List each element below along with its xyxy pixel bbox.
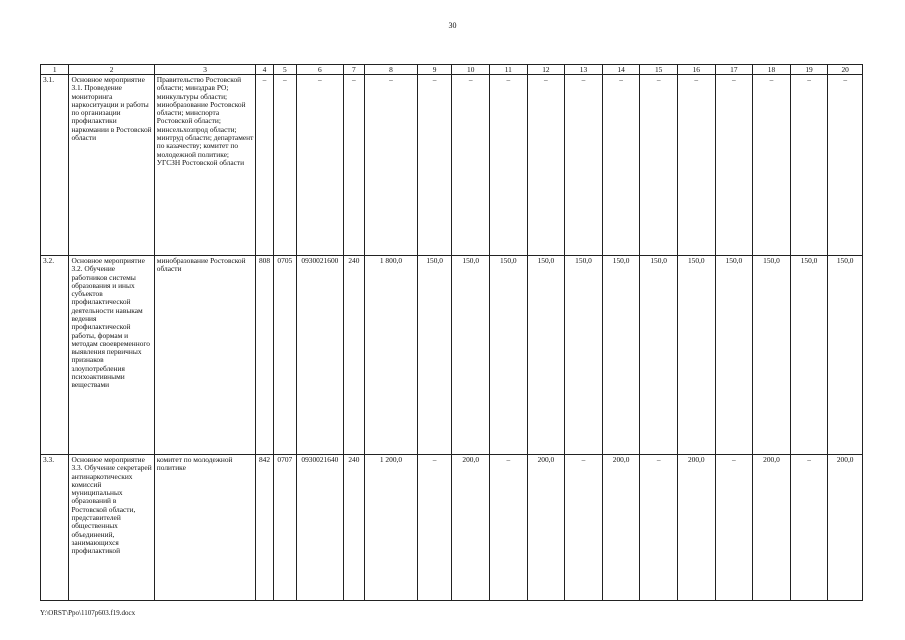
- table-row: [41, 75, 863, 256]
- value-cell: 200,0: [828, 455, 863, 601]
- value-cell: –: [417, 75, 452, 256]
- executor-list: минобразование Ростовской области: [154, 256, 256, 455]
- value-cell: –: [828, 75, 863, 256]
- value-cell: 808: [256, 256, 273, 455]
- row-index: 3.2.: [41, 256, 69, 455]
- value-cell: –: [640, 75, 678, 256]
- value-cell: 150,0: [602, 256, 640, 455]
- value-cell: –: [343, 75, 364, 256]
- header-cell: 3: [154, 65, 256, 75]
- value-cell: –: [417, 455, 452, 601]
- value-cell: –: [490, 75, 528, 256]
- value-cell: –: [602, 75, 640, 256]
- table-row: [41, 455, 863, 601]
- header-cell: 12: [527, 65, 565, 75]
- value-cell: 150,0: [677, 256, 715, 455]
- value-cell: –: [490, 455, 528, 601]
- program-table: [40, 64, 863, 601]
- value-cell: –: [715, 455, 753, 601]
- page-number: 30: [448, 21, 457, 30]
- value-cell: –: [790, 75, 828, 256]
- value-cell: –: [297, 75, 344, 256]
- value-cell: –: [640, 455, 678, 601]
- value-cell: –: [365, 75, 418, 256]
- executor-list: комитет по молодежной политике: [154, 455, 256, 601]
- header-cell: 15: [640, 65, 678, 75]
- value-cell: –: [565, 455, 603, 601]
- value-cell: 200,0: [753, 455, 791, 601]
- measure-name: Основное мероприятие 3.2. Обучение работников системы образования и иных субъектов профилактической деятельности навыкам ведения профилактической работы, формам и методам своевременного выявления первичных признаков злоупотребления психоактивными веществами: [69, 256, 154, 455]
- header-cell: 7: [343, 65, 364, 75]
- header-cell: 6: [297, 65, 344, 75]
- header-cell: 11: [490, 65, 528, 75]
- value-cell: –: [565, 75, 603, 256]
- header-row: [41, 65, 863, 75]
- value-cell: 240: [343, 455, 364, 601]
- value-cell: 1 800,0: [365, 256, 418, 455]
- value-cell: 150,0: [640, 256, 678, 455]
- value-cell: 150,0: [715, 256, 753, 455]
- header-cell: 18: [753, 65, 791, 75]
- value-cell: –: [256, 75, 273, 256]
- value-cell: 150,0: [490, 256, 528, 455]
- measure-name: Основное мероприятие 3.1. Проведение мониторинга наркоситуации и работы по организации профилактики наркомании в Ростовской области: [69, 75, 154, 256]
- value-cell: –: [527, 75, 565, 256]
- value-cell: 0930021640: [297, 455, 344, 601]
- value-cell: 842: [256, 455, 273, 601]
- measure-name: Основное мероприятие 3.3. Обучение секретарей антинаркотических комиссий муниципальных образований в Ростовской области, представителей общественных объединений, занимающихся профилактикой: [69, 455, 154, 601]
- header-cell: 16: [677, 65, 715, 75]
- value-cell: 1 200,0: [365, 455, 418, 601]
- header-cell: 14: [602, 65, 640, 75]
- row-index: 3.1.: [41, 75, 69, 256]
- value-cell: 0930021600: [297, 256, 344, 455]
- table-row: [41, 256, 863, 455]
- value-cell: –: [790, 455, 828, 601]
- value-cell: 150,0: [565, 256, 603, 455]
- value-cell: 200,0: [452, 455, 490, 601]
- row-index: 3.3.: [41, 455, 69, 601]
- value-cell: 200,0: [677, 455, 715, 601]
- header-cell: 17: [715, 65, 753, 75]
- header-cell: 1: [41, 65, 69, 75]
- header-cell: 13: [565, 65, 603, 75]
- footer-file-path: Y:\ORST\Ppo\1107p603.f19.docx: [40, 609, 136, 617]
- header-cell: 19: [790, 65, 828, 75]
- header-cell: 8: [365, 65, 418, 75]
- header-cell: 4: [256, 65, 273, 75]
- value-cell: –: [753, 75, 791, 256]
- value-cell: –: [715, 75, 753, 256]
- value-cell: –: [273, 75, 296, 256]
- value-cell: 150,0: [527, 256, 565, 455]
- value-cell: –: [677, 75, 715, 256]
- value-cell: 150,0: [417, 256, 452, 455]
- header-cell: 10: [452, 65, 490, 75]
- value-cell: 150,0: [452, 256, 490, 455]
- value-cell: 240: [343, 256, 364, 455]
- header-cell: 2: [69, 65, 154, 75]
- header-cell: 9: [417, 65, 452, 75]
- value-cell: –: [452, 75, 490, 256]
- header-cell: 20: [828, 65, 863, 75]
- value-cell: 150,0: [753, 256, 791, 455]
- value-cell: 200,0: [527, 455, 565, 601]
- value-cell: 150,0: [828, 256, 863, 455]
- value-cell: 0705: [273, 256, 296, 455]
- value-cell: 0707: [273, 455, 296, 601]
- value-cell: 200,0: [602, 455, 640, 601]
- executor-list: Правительство Ростовской области; минздрав РО; минкультуры области; минобразование Ростовской области; минспорта Ростовской области; минсельхозпрод области; минтруд области; департамент по казачеству; комитет по молодежной политике; УГСЗН Ростовской области: [154, 75, 256, 256]
- header-cell: 5: [273, 65, 296, 75]
- value-cell: 150,0: [790, 256, 828, 455]
